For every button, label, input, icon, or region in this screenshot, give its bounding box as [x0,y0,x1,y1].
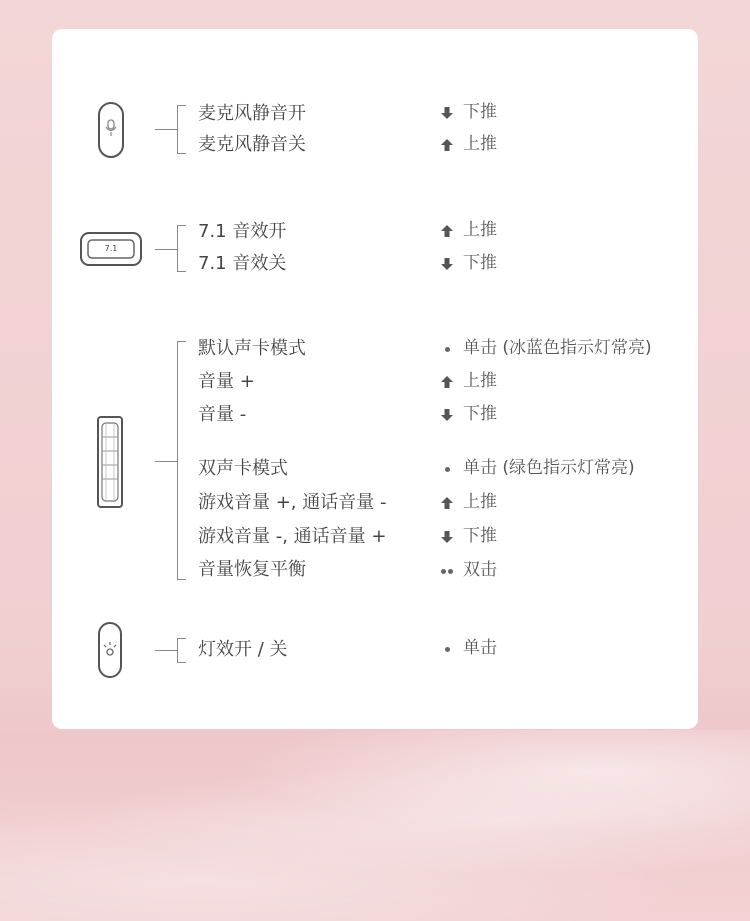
instruction-card [52,29,698,729]
double-dot-icon [441,569,446,574]
bracket-tick [177,638,186,639]
row-action: 单击 (冰蓝色指示灯常亮) [463,338,652,358]
group-bracket [177,105,178,153]
dot-icon [445,647,450,652]
connector-line [155,650,177,651]
group-bracket [177,225,178,271]
row-label: 音量恢复平衡 [198,559,306,580]
bracket-tick [177,662,186,663]
surround-switch-label: 7.1 [104,244,118,253]
arrow-up-icon [440,138,454,152]
row-label: 麦克风静音开 [198,103,306,124]
group-bracket [177,638,178,662]
dot-icon [445,347,450,352]
bracket-tick [177,105,186,106]
arrow-up-icon [440,224,454,238]
connector-line [155,249,177,250]
row-label: 7.1 音效开 [198,221,287,242]
bracket-tick [177,579,186,580]
connector-line [155,461,177,462]
group-bracket [177,341,178,579]
arrow-down-icon [440,530,454,544]
row-action: 上推 [463,134,497,154]
arrow-down-icon [440,106,454,120]
bracket-tick [177,341,186,342]
arrow-up-icon [440,375,454,389]
row-action: 上推 [463,220,497,240]
row-label: 音量 + [198,371,255,392]
row-label: 双声卡模式 [198,458,288,479]
row-action: 双击 [463,560,497,580]
row-label: 游戏音量 -, 通话音量 + [198,526,387,547]
row-label: 音量 - [198,404,247,425]
double-dot-icon [448,569,453,574]
arrow-down-icon [440,257,454,271]
light-button-icon [97,621,123,679]
row-label: 默认声卡模式 [198,338,306,359]
row-label: 游戏音量 +, 通话音量 - [198,492,387,513]
row-label: 麦克风静音关 [198,134,306,155]
row-action: 下推 [463,102,497,122]
bracket-tick [177,153,186,154]
row-action: 下推 [463,526,497,546]
sparkle-background [0,730,750,921]
row-action: 下推 [463,404,497,424]
arrow-up-icon [440,496,454,510]
row-action: 下推 [463,253,497,273]
row-action: 单击 (绿色指示灯常亮) [463,458,635,478]
row-action: 上推 [463,492,497,512]
mic-switch-icon [97,101,125,159]
row-label: 灯效开 / 关 [198,639,288,660]
bracket-tick [177,271,186,272]
dot-icon [445,467,450,472]
row-label: 7.1 音效关 [198,253,287,274]
bracket-tick [177,225,186,226]
volume-dial-icon [96,415,124,509]
row-action: 单击 [463,638,497,658]
row-action: 上推 [463,371,497,391]
arrow-down-icon [440,408,454,422]
connector-line [155,129,177,130]
